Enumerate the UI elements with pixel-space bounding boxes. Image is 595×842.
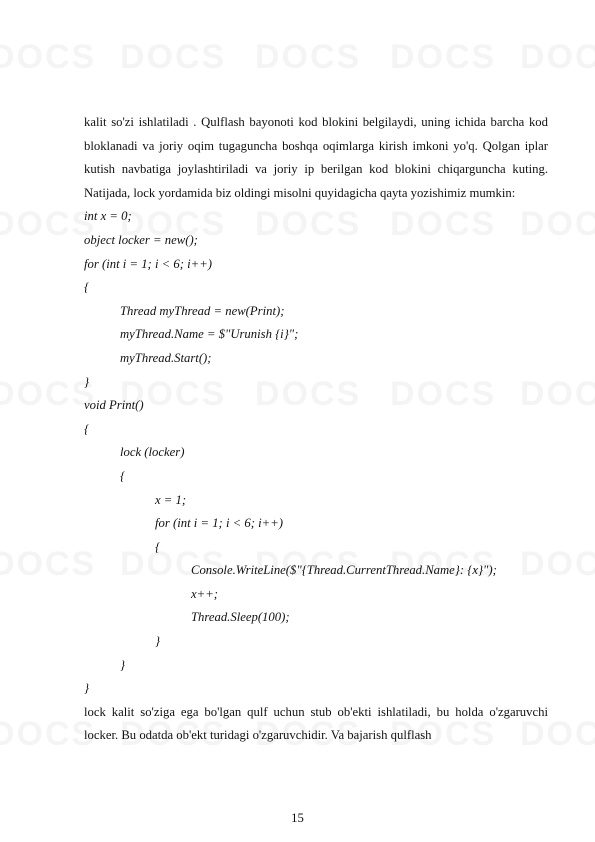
code-line: } bbox=[120, 657, 126, 672]
code-line: myThread.Start(); bbox=[120, 350, 212, 365]
code-line: x++; bbox=[191, 586, 218, 601]
code-line: object locker = new(); bbox=[84, 232, 198, 247]
code-line: { bbox=[155, 539, 161, 554]
code-line: myThread.Name = $"Urunish {i}"; bbox=[120, 327, 299, 342]
code-line: for (int i = 1; i < 6; i++) bbox=[84, 256, 212, 271]
code-line: { bbox=[84, 421, 90, 436]
code-line: { bbox=[84, 280, 90, 295]
code-listing bbox=[84, 205, 548, 700]
code-line: for (int i = 1; i < 6; i++) bbox=[155, 516, 283, 531]
code-line: Thread.Sleep(100); bbox=[191, 610, 290, 625]
code-line: void Print() bbox=[84, 398, 144, 413]
code-line: x = 1; bbox=[155, 492, 187, 507]
code-line: } bbox=[155, 634, 161, 649]
code-line: lock (locker) bbox=[120, 445, 185, 460]
code-line: } bbox=[84, 681, 90, 696]
code-line: { bbox=[120, 468, 126, 483]
page-number: 15 bbox=[291, 811, 304, 825]
outro-paragraph: lock kalit so'ziga ega bo'lgan qulf uchun stub ob'ekti ishlatiladi, bu holda o'zgaruvchi locker. Bu odatda ob'ekt turidagi o'zgaruvchidir. Va bajarish qulflash bbox=[84, 704, 548, 743]
code-line: Console.WriteLine($"{Thread.CurrentThread.Name}: {x}"); bbox=[191, 563, 497, 578]
intro-paragraph: kalit so'zi ishlatiladi . Qulflash bayonoti kod blokini belgilaydi, uning ichida barcha kod bloklanadi va joriy oqim tugaguncha boshqa oqimlarga kirish imkoni yo'q. Qolgan iplar kutish navbatiga joylashtiriladi va joriy ip berilgan kod blokini chiqarguncha kuting. Natijada, lock yordamida biz oldingi misolni quyidagicha qayta yozishimiz mumkin: bbox=[84, 115, 548, 200]
code-line: } bbox=[84, 374, 90, 389]
code-line: Thread myThread = new(Print); bbox=[120, 303, 285, 318]
document-page bbox=[84, 111, 548, 748]
code-line: int x = 0; bbox=[84, 209, 132, 224]
